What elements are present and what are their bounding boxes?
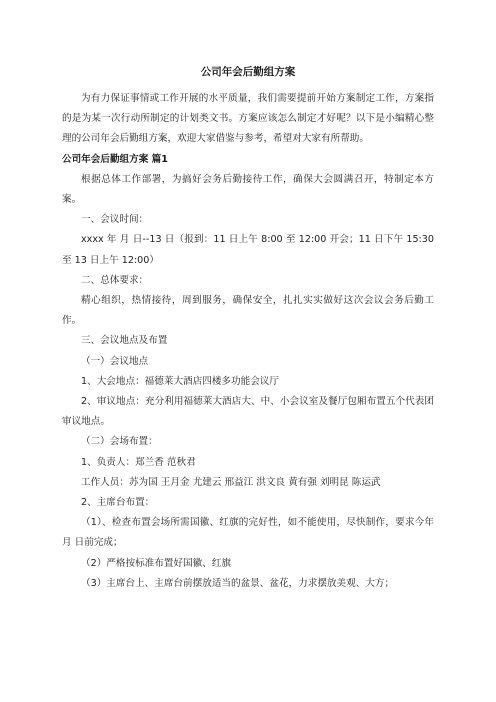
body-paragraph: （1）、检查布置会场所需国徽、红旗的完好性，如不能使用，尽快制作，要求今年 月 日前完成；: [62, 517, 434, 549]
body-paragraph: 2、审议地点：充分利用福德莱大酒店大、中、小会议室及餐厅包厢布置五个代表团审议地点。: [62, 396, 434, 428]
body-paragraph: （3）主席台上、主席台前摆放适当的盆景、盆花，力求摆放美观、大方；: [81, 577, 395, 589]
body-paragraph: 根据总体工作部署，为搞好会务后勤接待工作，确保大会圆满召开，特制定本方案。: [62, 173, 434, 206]
body-paragraph: 精心组织，热情接待，周到服务，确保安全，扎扎实实做好这次会议会务后勤工作。: [62, 295, 434, 327]
body-paragraph: xxxx 年 月 日--13 日（报到：11 日上午 8:00 至 12:00 开会；11 日下午 15:30 至 13 日上午 12:00）: [62, 234, 434, 266]
body-paragraph: 1、负责人：郑兰香 范秋君: [81, 456, 196, 468]
body-paragraph: 三、会议地点及布置: [81, 335, 168, 347]
document-page: [62, 62, 434, 594]
section-heading: 公司年会后勤组方案 篇1: [62, 153, 168, 165]
document-title: 公司年会后勤组方案: [200, 66, 296, 78]
intro-paragraph: 为有力保证事情或工作开展的水平质量，我们需要提前开始方案制定工作，方案指的是为某一次行动所制定的计划类文书。方案应该怎么制定才好呢？以下是小编精心整理的公司年会后勤组方案，欢迎大家借鉴与参考，希望对大家有所帮助。: [62, 93, 434, 145]
body-paragraph: 一、会议时间：: [81, 214, 149, 226]
body-paragraph: （二）会场布置：: [81, 436, 158, 448]
body-paragraph: 2、主席台布置：: [81, 497, 155, 509]
body-paragraph: 工作人员：苏为国 王月金 尤建云 邢益江 洪文良 黄有强 刘明昆 陈运武: [81, 476, 381, 488]
body-paragraph: （2）严格按标准布置好国徽、红旗: [81, 557, 232, 569]
body-paragraph: （一）会议地点: [81, 355, 149, 367]
body-paragraph: 1、大会地点：福德莱大酒店四楼多功能会议厅: [81, 375, 279, 387]
body-paragraph: 二、总体要求：: [81, 274, 149, 286]
